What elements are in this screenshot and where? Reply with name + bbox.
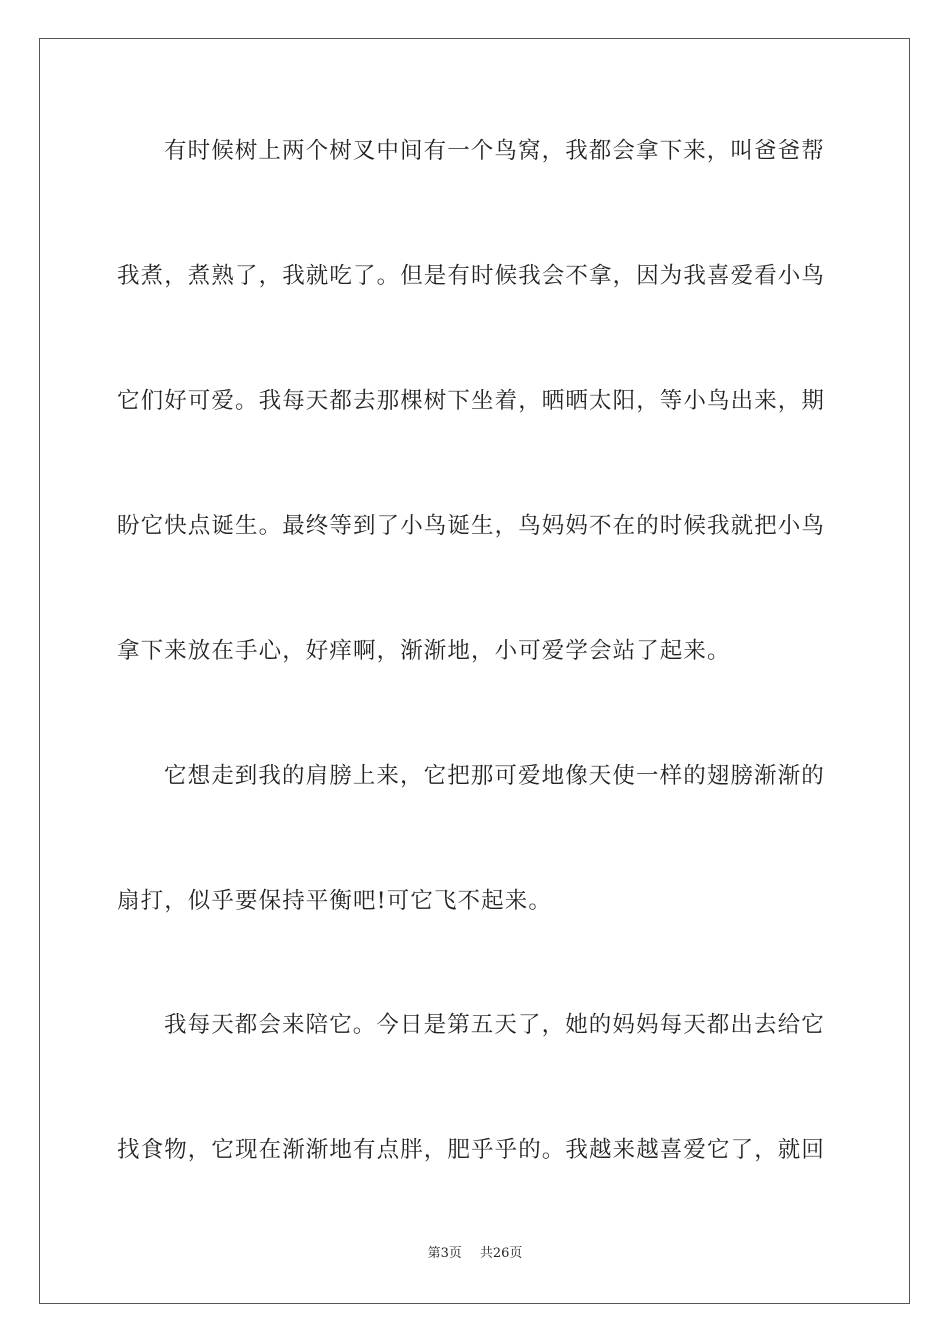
text-line: 扇打，似乎要保持平衡吧!可它飞不起来。	[117, 888, 552, 914]
page-total: 共26页	[479, 1246, 523, 1261]
text-line: 找食物，它现在渐渐地有点胖，肥乎乎的。我越来越喜爱它了，就回	[117, 1137, 826, 1163]
text-line: 盼它快点诞生。最终等到了小鸟诞生，鸟妈妈不在的时候我就把小鸟	[117, 513, 826, 539]
text-line: 它想走到我的肩膀上来，它把那可爱地像天使一样的翅膀渐渐的	[164, 763, 825, 789]
page-footer	[0, 1245, 950, 1263]
text-line: 拿下来放在手心，好痒啊，渐渐地，小可爱学会站了起来。	[117, 638, 731, 664]
text-line: 它们好可爱。我每天都去那棵树下坐着，晒晒太阳，等小鸟出来，期	[117, 388, 826, 414]
text-line: 我每天都会来陪它。今日是第五天了，她的妈妈每天都出去给它	[164, 1012, 825, 1038]
page-border	[39, 38, 910, 1304]
text-line: 有时候树上两个树叉中间有一个鸟窝，我都会拿下来，叫爸爸帮	[164, 138, 825, 164]
page-number: 第3页	[427, 1246, 462, 1261]
text-line: 我煮，煮熟了，我就吃了。但是有时候我会不拿，因为我喜爱看小鸟	[117, 263, 826, 289]
